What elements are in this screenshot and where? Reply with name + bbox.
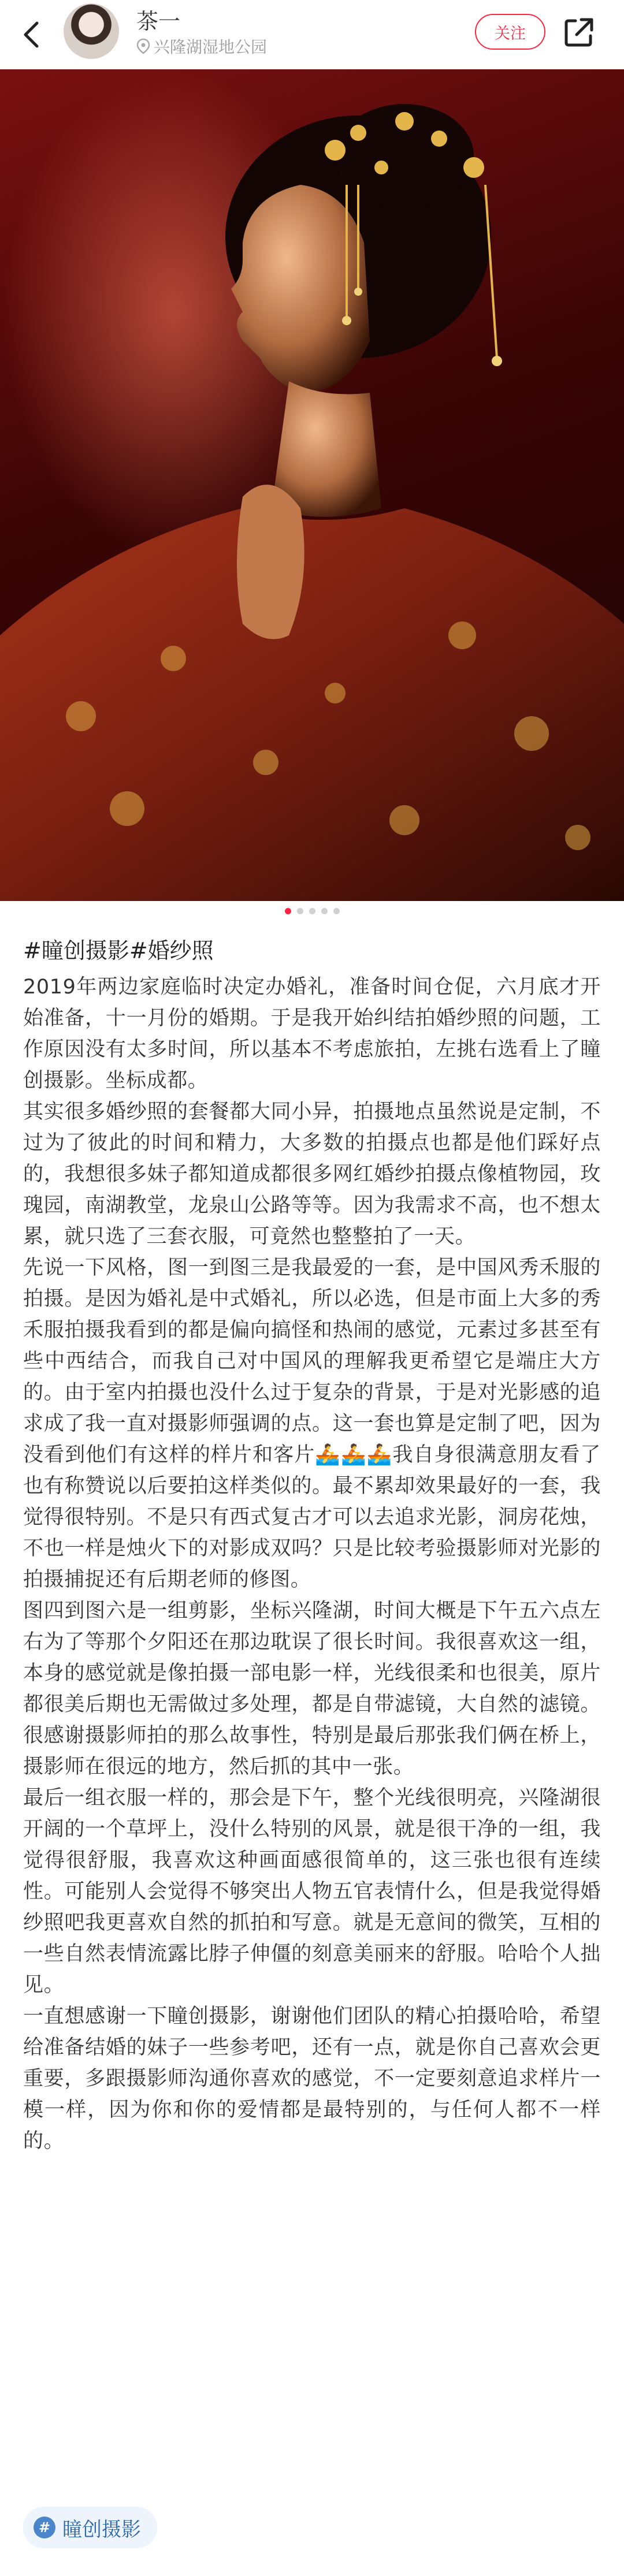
carousel-dot (333, 908, 340, 914)
post-image[interactable] (0, 69, 624, 901)
post-paragraph: 其实很多婚纱照的套餐都大同小异，拍摄地点虽然说是定制，不过为了彼此的时间和精力，大多数的拍摄点也都是他们踩好点的，我想很多妹子都知道成都很多网红婚纱拍摄点像植物园，玫瑰园，南湖教堂，龙泉山公路等等。因为我需求不高，也不想太累，就只选了三套衣服，可竟然也整整拍了一天。 (23, 1100, 601, 1248)
carousel-dot (321, 908, 328, 914)
post-title: #瞳创摄影#婚纱照 (23, 938, 214, 963)
location-label: 兴隆湖湿地公园 (154, 38, 268, 57)
share-icon[interactable] (562, 15, 596, 50)
post-paragraph: 最后一组衣服一样的，那会是下午，整个光线很明亮，兴隆湖很开阔的一个草坪上，没什么特别的风景，就是很干净的一组，我觉得很舒服，我喜欢这种画面感很简单的，这三张也很有连续性。可能别人会觉得不够突出人物五官表情什么，但是我觉得婚纱照吧我更喜欢自然的抓拍和写意。就是无意间的微笑，互相的一些自然表情流露比脖子伸僵的刻意美丽来的舒服。哈哈个人拙见。 (23, 1786, 601, 1997)
back-icon[interactable] (17, 17, 46, 52)
author-name[interactable]: 茶一 (136, 9, 181, 34)
post-paragraph: 图四到图六是一组剪影，坐标兴隆湖，时间大概是下午五六点左右为了等那个夕阳还在那边耽误了很长时间。我很喜欢这一组，本身的感觉就是像拍摄一部电影一样，光线很柔和也很美，原片都很美后期也无需做过多处理，都是自带滤镜，大自然的滤镜。很感谢摄影师拍的那么故事性，特别是最后那张我们俩在桥上，摄影师在很远的地方，然后抓的其中一张。 (23, 1599, 601, 1778)
carousel-dot (309, 908, 315, 914)
follow-button[interactable]: 关注 (475, 14, 545, 50)
author-avatar[interactable] (64, 3, 119, 59)
post-content (23, 933, 601, 2157)
topic-tag-chip[interactable] (23, 2507, 157, 2548)
location-row[interactable] (136, 35, 267, 58)
post-paragraph: 2019年两边家庭临时决定办婚礼，准备时间仓促，六月底才开始准备，十一月份的婚期。于是我开始纠结拍婚纱照的问题，工作原因没有太多时间，所以基本不考虑旅拍，左挑右选看上了瞳创摄影。坐标成都。 (23, 976, 601, 1092)
carousel-dot (285, 908, 291, 914)
post-paragraph: 一直想感谢一下瞳创摄影，谢谢他们团队的精心拍摄哈哈，希望给准备结婚的妹子一些参考吧，还有一点，就是你自己喜欢会更重要，多跟摄影师沟通你喜欢的感觉，不一定要刻意追求样片一模一样，因为你和你的爱情都是最特别的，与任何人都不一样的。 (23, 2005, 601, 2153)
post-paragraph: 先说一下风格，图一到图三是我最爱的一套，是中国风秀禾服的拍摄。是因为婚礼是中式婚礼，所以必选，但是市面上大多的秀禾服拍摄我看到的都是偏向搞怪和热闹的感觉，元素过多甚至有些中西结合，而我自己对中国风的理解我更希望它是端庄大方的。由于室内拍摄也没什么过于复杂的背景，于是对光影感的追求成了我一直对摄影师强调的点。这一套也算是定制了吧，因为没看到他们有这样的样片和客片🚣🚣🚣我自身很满意朋友看了也有称赞说以后要拍这样类似的。最不累却效果最好的一套，我觉得很特别。不是只有西式复古才可以去追求光影，洞房花烛，不也一样是烛火下的对影成双吗？只是比较考验摄影师对光影的拍摄捕捉还有后期老师的修图。 (23, 1256, 601, 1591)
hashtag-icon: # (34, 2517, 55, 2538)
location-pin-icon (136, 38, 150, 54)
bride-portrait-illustration (0, 69, 624, 901)
carousel-dot (297, 908, 303, 914)
top-bar (0, 0, 624, 69)
carousel-indicator (0, 908, 624, 914)
topic-tag-label: 瞳创摄影 (62, 2518, 141, 2541)
